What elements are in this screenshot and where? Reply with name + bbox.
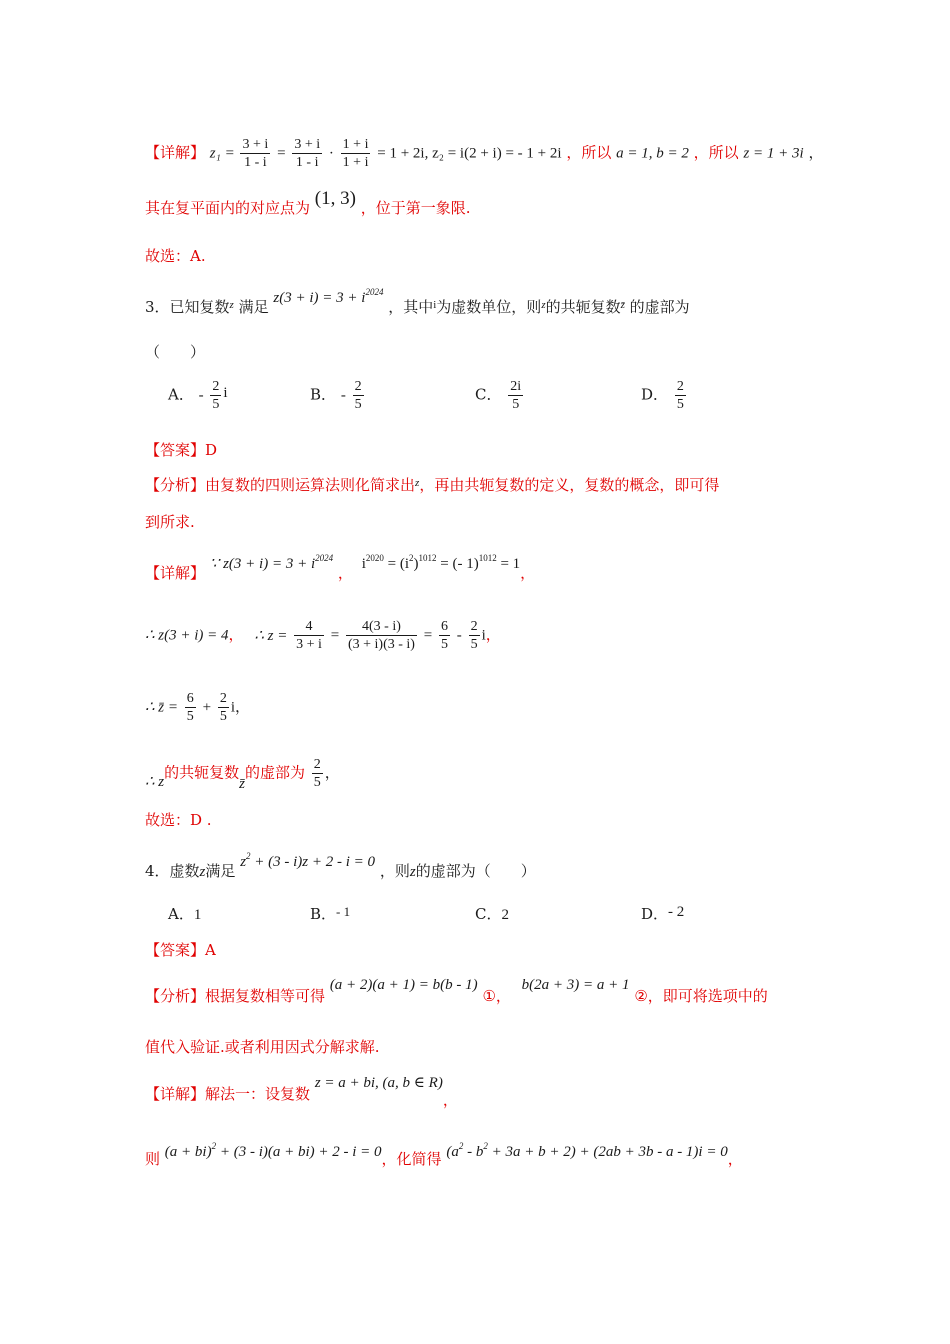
fraction: $\frac{2}{5}$	[212, 379, 220, 412]
q3-conclusion: 故选：D .	[145, 811, 212, 829]
fraction: $\frac{3 + i}{1 - i}$	[242, 137, 269, 170]
math-z1: z₁ =	[209, 145, 239, 162]
fraction: $\frac{2}{5}$	[676, 379, 684, 412]
q2-detail-line1: 【详解】 z₁ = $\frac{3 + i}{1 - i}$ = $\frac{3 + i}{1 - i}$ · $\frac{1 + i}{1 + i}$ = 1 + 2i, z₂ = i(2 + i) = - 1 + 2i ，所以 a = 1, b = 2 ，所以 z = 1 + 3i ，	[145, 137, 824, 170]
q4-option-c[interactable]: C．2	[475, 905, 509, 923]
math-expr: = 1 + 2i, z₂ = i(2 + i) = - 1 + 2i	[377, 145, 562, 162]
q3-detail-line1: 【详解】 ∵ $z(3 + i) = 3 + i^{2024}$ ， $i^{2020} = (i^2)^{1012}$ = (- 1)$^{1012}$ = 1，	[145, 553, 536, 582]
q3-stem: 3．已知复数$^z$ 满足 $z(3 + i) = 3 + i^{2024}$ ，其中$^i$为虚数单位，则$^z$的共轭复数$^{z̄}$ 的虚部为	[145, 287, 690, 316]
fraction: $\frac{2i}{5}$	[510, 379, 522, 412]
q3-option-d[interactable]: D． $\frac{2}{5}$	[641, 379, 684, 412]
math-expr: $z(3 + i) = 3 + i^{2024}$	[273, 287, 384, 306]
q3-analysis-line1: 【分析】由复数的四则运算法则化简求出$^z$，再由共轭复数的定义，复数的概念，即可得	[145, 476, 720, 494]
q4-option-d[interactable]: D．- 2	[641, 904, 685, 923]
q3-option-a[interactable]: A． - $\frac{2}{5}$ i	[168, 379, 228, 412]
fraction: $\frac{2}{5}$	[313, 757, 321, 790]
q4-analysis-line1: 【分析】根据复数相等可得 (a + 2)(a + 1) = b(b - 1) ①， b(2a + 3) = a + 1 ②，即可将选项中的	[145, 977, 768, 1005]
q3-detail-line3: ∴ z̄ = $\frac{6}{5}$ + $\frac{2}{5}$ i，	[145, 691, 251, 724]
q3-paren: （ ）	[145, 343, 206, 361]
fraction: $\frac{4(3 - i)}{(3 + i)(3 - i)}$	[347, 619, 415, 652]
math-expr: (a + bi)$^2$ + (3 - i)(a + bi) + 2 - i = 0	[164, 1141, 382, 1160]
text: ，所以	[566, 143, 612, 162]
fraction: $\frac{2}{5}$	[354, 379, 362, 412]
math-expr: $(a^2 - b^2 + 3a + b + 2) + (2ab + 3b - a - 1)i = 0$	[446, 1141, 728, 1160]
math-expr: ∴ z(3 + i) = 4	[145, 627, 229, 644]
fraction: $\frac{2}{5}$	[219, 691, 227, 724]
fraction: $\frac{4}{3 + i}$	[296, 619, 322, 652]
math-expr: $z^2 + (3 - i)z + 2 - i = 0$	[240, 851, 376, 870]
q2-conclusion: 故选：A.	[145, 247, 206, 265]
q3-option-c[interactable]: C． $\frac{2i}{5}$	[475, 379, 522, 412]
q3-detail-line2: ∴ z(3 + i) = 4， ∴ z = $\frac{4}{3 + i}$ = $\frac{4(3 - i)}{(3 + i)(3 - i)}$ = $\frac{6}{5}$ - $\frac{2}{5}$ i，	[145, 619, 501, 652]
text: ，所以	[693, 143, 739, 162]
fraction: $\frac{2}{5}$	[470, 619, 478, 652]
math-expr: z = 1 + 3i	[743, 145, 804, 162]
math-point: (1, 3)	[314, 188, 356, 209]
q4-option-a[interactable]: A．1	[168, 905, 202, 923]
q4-option-b[interactable]: B．- 1	[310, 904, 351, 923]
q4-answer: 【答案】A	[145, 941, 216, 959]
fraction: $\frac{3 + i}{1 - i}$	[294, 137, 321, 170]
q4-analysis-line2: 值代入验证.或者利用因式分解求解.	[145, 1038, 380, 1056]
q2-detail-line2: 其在复平面内的对应点为 (1, 3) ，位于第一象限.	[145, 188, 471, 217]
fraction: $\frac{6}{5}$	[186, 691, 194, 724]
q4-stem: 4．虚数z满足 $z^2 + (3 - i)z + 2 - i = 0$ ，则z的虚部为（ ）	[145, 851, 536, 880]
fraction: $\frac{6}{5}$	[441, 619, 448, 652]
math-expr: a = 1, b = 2	[616, 145, 689, 162]
q4-detail-line1: 【详解】解法一：设复数 z = a + bi, (a, b ∈ R)，	[145, 1075, 458, 1109]
q3-analysis-line2: 到所求.	[145, 513, 195, 531]
text: ，	[808, 143, 824, 162]
detail-tag: 【详解】	[145, 143, 206, 162]
q4-detail-line2: 则 (a + bi)$^2$ + (3 - i)(a + bi) + 2 - i = 0，化简得 $(a^2 - b^2 + 3a + b + 2) + (2ab + 3b - a - 1)i = 0$，	[145, 1141, 743, 1168]
math-expr: $i^{2020} = (i^2)^{1012}$ = (- 1)$^{1012}$ = 1	[361, 553, 521, 572]
math-equation-1: (a + 2)(a + 1) = b(b - 1)	[329, 977, 478, 993]
math-equation-2: b(2a + 3) = a + 1	[521, 977, 630, 993]
math-expr: z = a + bi, (a, b ∈ R)	[314, 1075, 443, 1091]
q3-option-b[interactable]: B． - $\frac{2}{5}$	[310, 379, 362, 412]
math-expr: ∵ $z(3 + i) = 3 + i^{2024}$	[209, 553, 334, 572]
q3-detail-line4: ∴ z的共轭复数z̄的虚部为 $\frac{2}{5}$ ，	[145, 757, 340, 792]
fraction: $\frac{1 + i}{1 + i}$	[342, 137, 369, 170]
q3-answer: 【答案】D	[145, 441, 218, 459]
